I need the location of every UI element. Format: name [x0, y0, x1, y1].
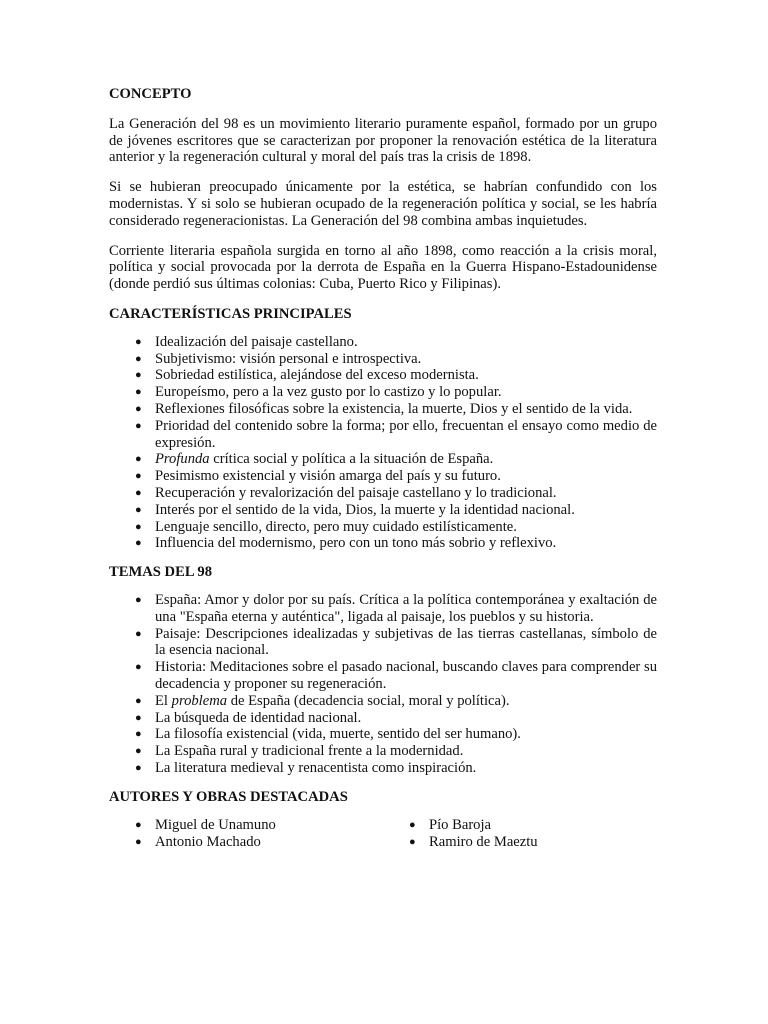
list-item: ● El problema de España (decadencia social, moral y política).: [135, 692, 510, 709]
bullet-icon: ●: [135, 694, 142, 707]
bullet-icon: ●: [409, 819, 416, 832]
list-item: ● Miguel de Unamuno: [135, 817, 276, 834]
list-item: ● Sobriedad estilística, alejándose del exceso modernista.: [135, 367, 479, 384]
bullet-icon: ●: [135, 537, 142, 550]
caracteristicas-list: [109, 334, 657, 552]
bullet-icon: ●: [135, 369, 142, 382]
concepto-paragraph-2: Si se hubieran preocupado únicamente por la estética, se habrían confundido con los modernistas. Y si solo se hubieran ocupado de la regeneración política y social, se les habría considerado regeneracionistas. La Generación del 98 combina ambas inquietudes.: [109, 179, 657, 229]
emphasis-profunda: Profunda: [155, 451, 210, 468]
temas-heading: TEMAS DEL 98: [109, 564, 212, 581]
bullet-icon: ●: [135, 503, 142, 516]
bullet-icon: ●: [135, 593, 142, 606]
bullet-icon: ●: [135, 819, 142, 832]
list-item: ● La búsqueda de identidad nacional.: [135, 709, 362, 726]
bullet-icon: ●: [409, 836, 416, 849]
bullet-icon: ●: [135, 836, 142, 849]
list-item: ● Reflexiones filosóficas sobre la existencia, la muerte, Dios y el sentido de la vida.: [135, 400, 633, 417]
caracteristicas-heading: CARACTERÍSTICAS PRINCIPALES: [109, 305, 352, 322]
bullet-icon: ●: [135, 761, 142, 774]
bullet-icon: ●: [135, 661, 142, 674]
list-item: ● La España rural y tradicional frente a la modernidad.: [135, 743, 464, 760]
bullet-icon: ●: [135, 728, 142, 741]
list-item: ● Lenguaje sencillo, directo, pero muy cuidado estilísticamente.: [135, 518, 517, 535]
bullet-icon: ●: [135, 386, 142, 399]
concepto-paragraph-3: Corriente literaria española surgida en torno al año 1898, como reacción a la crisis moral, política y social provocada por la derrota de España en la Guerra Hispano-Estadounidense (donde perdió sus últimas colonias: Cuba, Puerto Rico y Filipinas).: [109, 242, 657, 293]
bullet-icon: ●: [135, 352, 142, 365]
list-item: ● Europeísmo, pero a la vez gusto por lo castizo y lo popular.: [135, 384, 502, 401]
temas-list: [109, 592, 657, 777]
autores-list-left: [109, 817, 383, 851]
emphasis-problema: problema: [171, 692, 228, 709]
list-item: ● Recuperación y revalorización del paisaje castellano y lo tradicional.: [135, 484, 557, 501]
bullet-icon: ●: [135, 627, 142, 640]
list-item: ● Idealización del paisaje castellano.: [135, 333, 358, 350]
bullet-icon: ●: [135, 453, 142, 466]
bullet-icon: ●: [135, 470, 142, 483]
list-item: ● Interés por el sentido de la vida, Dios, la muerte y la identidad nacional.: [135, 501, 575, 518]
document-page: [109, 86, 657, 851]
list-item: ● Influencia del modernismo, pero con un tono más sobrio y reflexivo.: [135, 535, 557, 552]
list-item: ● Ramiro de Maeztu: [409, 834, 538, 851]
list-item: ● Paisaje: Descripciones idealizadas y subjetivas de las tierras castellanas, símbolo de la esencia nacional.: [135, 625, 657, 659]
bullet-icon: ●: [135, 335, 142, 348]
list-item: ● Antonio Machado: [135, 834, 261, 851]
list-item: ● España: Amor y dolor por su país. Crítica a la política contemporánea y exaltación de una "España eterna y auténtica", ligada al paisaje, los pueblos y su historia.: [135, 591, 657, 625]
autores-list-right: [383, 817, 657, 851]
list-item: ● Subjetivismo: visión personal e introspectiva.: [135, 350, 422, 367]
bullet-icon: ●: [135, 711, 142, 724]
concepto-paragraph-1: La Generación del 98 es un movimiento literario puramente español, formado por un grupo de jóvenes escritores que se caracterizan por proponer la renovación estética de la literatura anterior y la regeneración cultural y moral del país tras la crisis de 1898.: [109, 115, 657, 166]
bullet-icon: ●: [135, 486, 142, 499]
concepto-heading: CONCEPTO: [109, 86, 192, 102]
autores-heading: AUTORES Y OBRAS DESTACADAS: [109, 788, 348, 805]
bullet-icon: ●: [135, 419, 142, 432]
bullet-icon: ●: [135, 402, 142, 415]
list-item: ● Pío Baroja: [409, 817, 492, 834]
list-item: ● Prioridad del contenido sobre la forma; por ello, frecuentan el ensayo como medio de expresión.: [135, 417, 657, 451]
list-item: ● Pesimismo existencial y visión amarga del país y su futuro.: [135, 468, 501, 485]
bullet-icon: ●: [135, 745, 142, 758]
list-item: ● La filosofía existencial (vida, muerte, sentido del ser humano).: [135, 726, 521, 743]
list-item: ● La literatura medieval y renacentista como inspiración.: [135, 759, 477, 776]
list-item: ● Historia: Meditaciones sobre el pasado nacional, buscando claves para comprender su decadencia y proponer su regeneración.: [135, 659, 657, 692]
list-item: ● Profunda crítica social y política a la situación de España.: [135, 451, 494, 468]
bullet-icon: ●: [135, 520, 142, 533]
autores-columns: [109, 817, 657, 851]
